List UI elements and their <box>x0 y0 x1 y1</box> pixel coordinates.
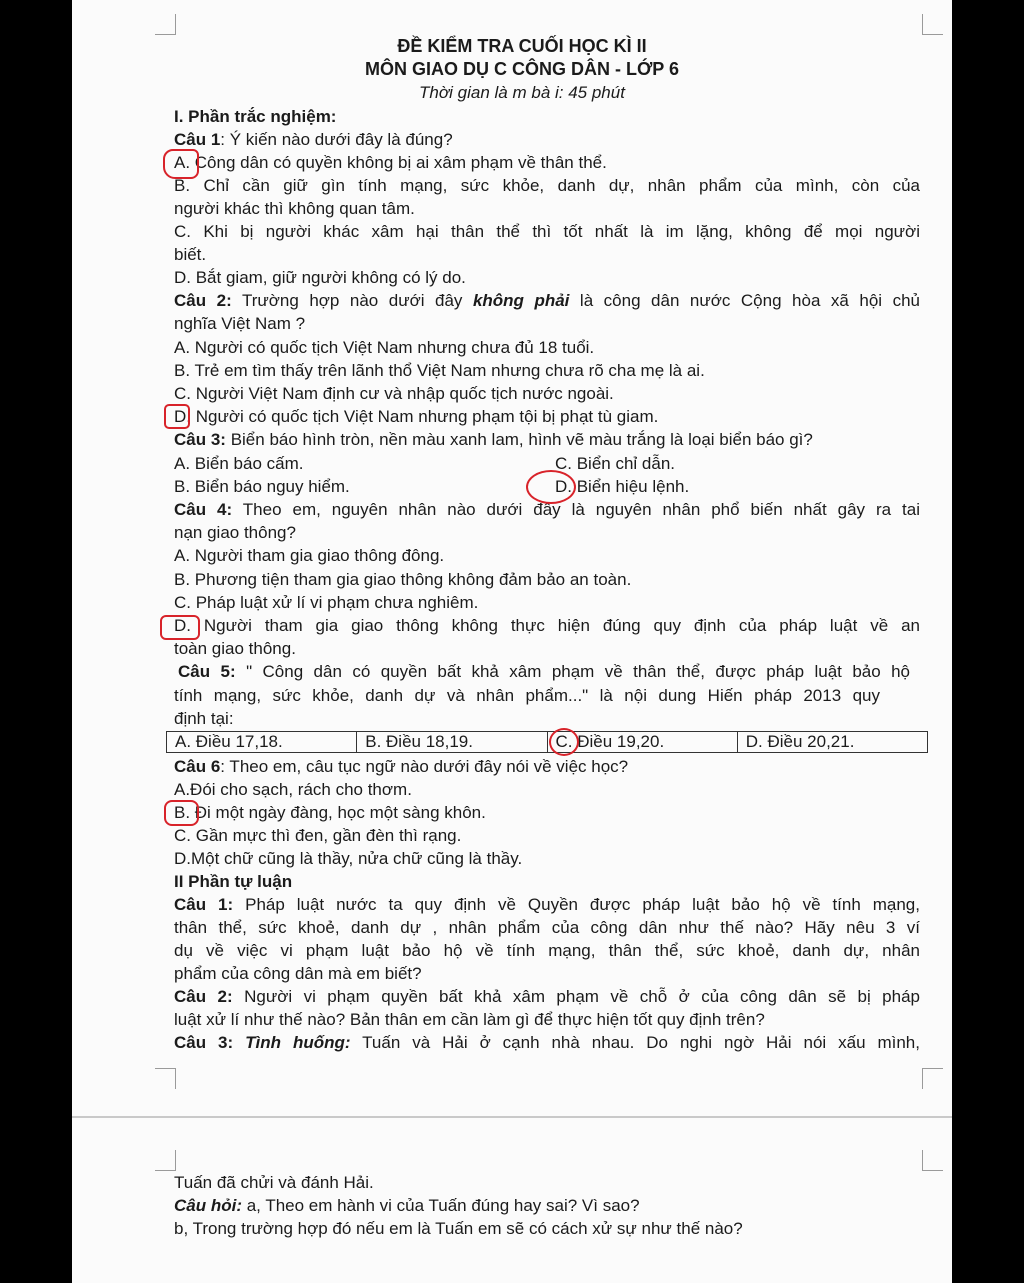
q4-option-d-cont: toàn giao thông. <box>174 639 296 658</box>
essay-question-1: Câu 1: Pháp luật nước ta quy định về Quyền được pháp luật bảo hộ về tính mạng, <box>174 895 920 914</box>
q6-option-b: B. Đi một ngày đàng, học một sàng khôn. <box>174 803 486 822</box>
q6-option-a: A.Đói cho sạch, rách cho thơm. <box>174 780 412 799</box>
q3-option-b: B. Biển báo nguy hiểm. <box>174 477 350 496</box>
question-4-cont: nạn giao thông? <box>174 523 296 542</box>
exam-title: ĐỀ KIỂM TRA CUỐI HỌC KÌ II <box>397 36 647 56</box>
question-5-cont: định tại: <box>174 709 234 728</box>
answer-mark-circle <box>526 470 576 504</box>
q1-option-c-cont: biết. <box>174 245 207 264</box>
question-4: Câu 4: Theo em, nguyên nhân nào dưới đây là nguyên nhân phổ biến nhất gây ra tai <box>174 500 920 519</box>
page-corner-mark <box>155 1150 176 1171</box>
question-label: Câu 1: <box>174 895 234 914</box>
q1-option-b: B. Chỉ cần giữ gìn tính mạng, sức khỏe, danh dự, nhân phẩm của mình, còn của <box>174 176 920 195</box>
page-corner-mark <box>922 1068 943 1089</box>
question-3: Câu 3: Biển báo hình tròn, nền màu xanh lam, hình vẽ màu trắng là loại biển báo gì? <box>174 430 813 449</box>
answer-mark-circle <box>549 728 579 756</box>
q2-option-b: B. Trẻ em tìm thấy trên lãnh thổ Việt Nam nhưng chưa rõ cha mẹ là ai. <box>174 361 705 380</box>
question-label: Câu 1 <box>174 130 221 149</box>
essay-question-3-prompt-b: b, Trong trường hợp đó nếu em là Tuấn em sẽ có cách xử sự như thế nào? <box>174 1219 743 1238</box>
q6-option-d: D.Một chữ cũng là thầy, nửa chữ cũng là thầy. <box>174 849 523 868</box>
page-corner-mark <box>155 1068 176 1089</box>
q1-option-a: A. Công dân có quyền không bị ai xâm phạm về thân thể. <box>174 153 607 172</box>
q2-option-c: C. Người Việt Nam định cư và nhập quốc tịch nước ngoài. <box>174 384 614 403</box>
question-label: Câu 6 <box>174 757 221 776</box>
question-label: Câu 3: <box>174 1033 246 1052</box>
exam-subject: MÔN GIAO DỤ C CÔNG DÂN - LỚP 6 <box>364 59 680 79</box>
essay-question-3-prompt: Câu hỏi: a, Theo em hành vi của Tuấn đúng hay sai? Vì sao? <box>174 1196 640 1215</box>
question-label: Câu 3: <box>174 430 226 449</box>
q1-option-b-cont: người khác thì không quan tâm. <box>174 199 415 218</box>
question-1: Câu 1: Ý kiến nào dưới đây là đúng? <box>174 130 453 149</box>
essay-question-1-cont: phẩm của công dân mà em biết? <box>174 964 422 983</box>
answer-mark-circle <box>164 800 199 826</box>
essay-question-1-cont: thân thể, sức khoẻ, danh dự , nhân phẩm của công dân như thế nào? Hãy nêu 3 ví <box>174 918 920 937</box>
emphasis-text: Tình huống: <box>245 1033 351 1052</box>
q4-option-d: D. Người tham gia giao thông không thực hiện đúng quy định của pháp luật về an <box>174 616 920 635</box>
question-2: Câu 2: Trường hợp nào dưới đây không phải là công dân nước Cộng hòa xã hội chủ <box>174 291 920 310</box>
essay-question-3-cont: Tuấn đã chửi và đánh Hải. <box>174 1173 374 1192</box>
question-label: Câu 2: <box>174 291 232 310</box>
question-label: Câu 4: <box>174 500 233 519</box>
exam-duration: Thời gian là m bà i: 45 phút <box>419 83 625 102</box>
q5-options-table <box>166 731 928 753</box>
question-label: Câu hỏi: <box>174 1196 242 1215</box>
q1-option-d: D. Bắt giam, giữ người không có lý do. <box>174 268 466 287</box>
question-5-cont: tính mạng, sức khỏe, danh dự và nhân phẩm..." là nội dung Hiến pháp 2013 quy <box>174 686 880 705</box>
q5-option-a: A. Điều 17,18. <box>167 732 357 752</box>
answer-mark-circle <box>164 404 190 429</box>
essay-question-2: Câu 2: Người vi phạm quyền bất khả xâm phạm về chỗ ở của công dân sẽ bị pháp <box>174 987 920 1006</box>
q6-option-c: C. Gần mực thì đen, gần đèn thì rạng. <box>174 826 462 845</box>
section-heading: I. Phần trắc nghiệm: <box>174 107 337 126</box>
q4-option-c: C. Pháp luật xử lí vi phạm chưa nghiêm. <box>174 593 479 612</box>
q3-option-c: C. Biển chỉ dẫn. <box>555 454 676 473</box>
answer-mark-circle <box>163 149 199 179</box>
essay-question-3: Câu 3: Tình huống: Tuấn và Hải ở cạnh nhà nhau. Do nghi ngờ Hải nói xấu mình, <box>174 1033 920 1052</box>
q4-option-a: A. Người tham gia giao thông đông. <box>174 546 445 565</box>
page-corner-mark <box>155 14 176 35</box>
essay-question-2-cont: luật xử lí như thế nào? Bản thân em cần làm gì để thực hiện tốt quy định trên? <box>174 1010 765 1029</box>
page-corner-mark <box>922 1150 943 1171</box>
q5-option-c: C. Điều 19,20. <box>548 732 738 752</box>
q5-option-d: D. Điều 20,21. <box>745 732 855 751</box>
q1-option-c: C. Khi bị người khác xâm hại thân thể thì tốt nhất là im lặng, không để mọi người <box>174 222 920 241</box>
question-label: Câu 2: <box>174 987 233 1006</box>
q5-option-b: B. Điều 18,19. <box>357 732 547 752</box>
question-6: Câu 6: Theo em, câu tục ngữ nào dưới đây nói về việc học? <box>174 757 629 776</box>
q4-option-b: B. Phương tiện tham gia giao thông không đảm bảo an toàn. <box>174 570 632 589</box>
page-corner-mark <box>922 14 943 35</box>
question-2-cont: nghĩa Việt Nam ? <box>174 314 306 333</box>
section-heading: II Phần tự luận <box>174 872 293 891</box>
q3-option-d: D. Biển hiệu lệnh. <box>555 477 690 496</box>
q2-option-a: A. Người có quốc tịch Việt Nam nhưng chưa đủ 18 tuổi. <box>174 338 595 357</box>
question-5: Câu 5: " Công dân có quyền bất khả xâm phạm về thân thể, được pháp luật bảo hộ <box>178 662 910 681</box>
answer-mark-circle <box>160 615 200 640</box>
emphasis-text: không phải <box>472 291 570 310</box>
question-label: Câu 5: <box>178 662 236 681</box>
q3-option-a: A. Biển báo cấm. <box>174 454 304 473</box>
essay-question-1-cont: dụ về việc vi phạm luật bảo hộ về tính mạng, thân thể, sức khoẻ, danh dự, nhân <box>174 941 920 960</box>
q2-option-d: D. Người có quốc tịch Việt Nam nhưng phạm tội bị phạt tù giam. <box>174 407 659 426</box>
page-separator <box>72 1116 952 1118</box>
